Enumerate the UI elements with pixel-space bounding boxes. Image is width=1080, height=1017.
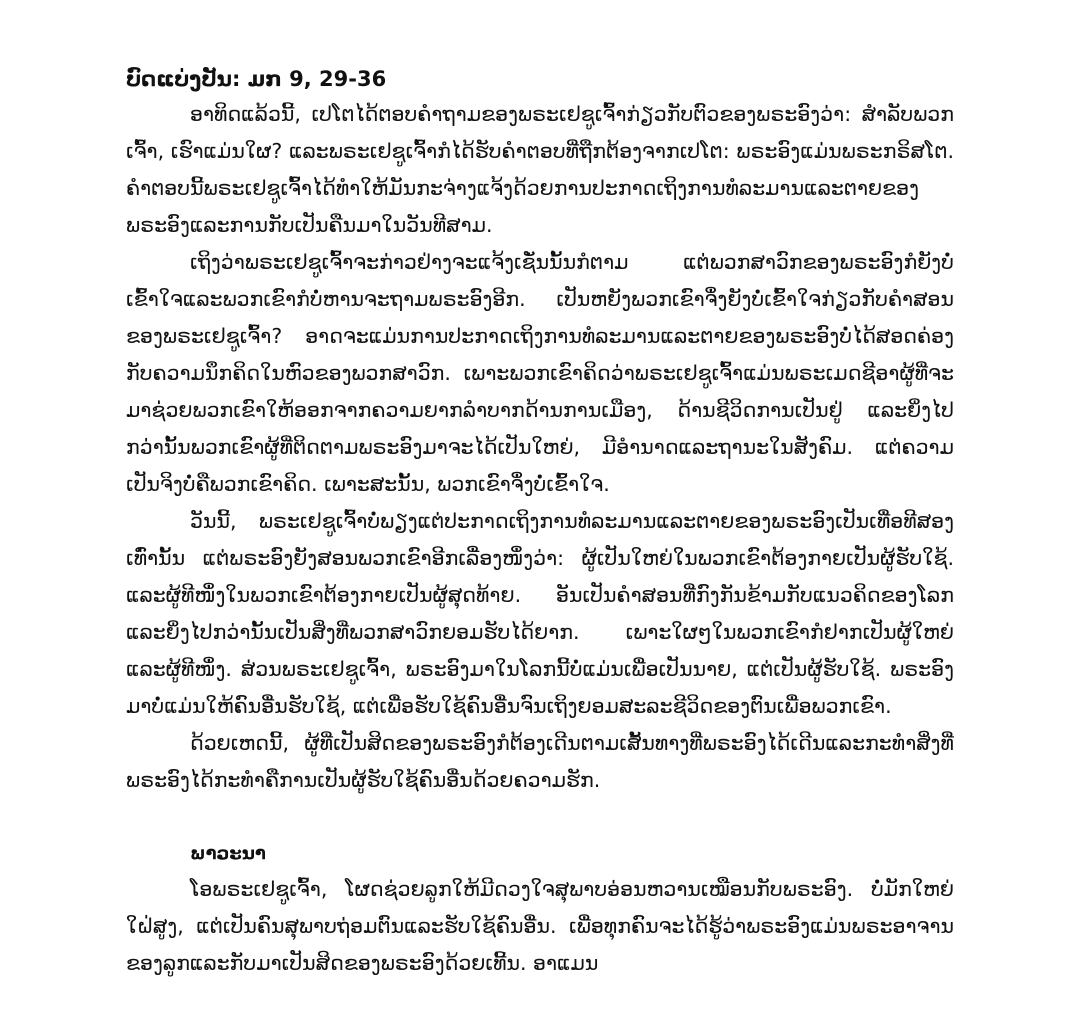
reflection-paragraph-1: ອາທິດແລ້ວນີ້, ເປໂຕໄດ້ຕອບຄຳຖາມຂອງພຣະເຢຊູເຈົ້າກ່ຽວກັບຕົວຂອງພຣະອົງວ່າ: ສຳລັບພວກເຈົ້າ, ເຮົາແມ່ນໃຜ? ແລະພຣະເຢຊູເຈົ້າກໍໄດ້ຮັບຄຳຕອບທີ່ຖືກຕ້ອງຈາກເປໂຕ: ພຣະອົງແມ່ນພຣະກຣິສໂຕ. ຄຳຕອບນີ້ພຣະເຢຊູເຈົ້າໄດ້ທຳໃຫ້ມັນກະຈ່າງແຈ້ງດ້ວຍການປະກາດເຖິງການທໍລະມານແລະຕາຍຂອງພຣະອົງແລະການກັບເປັນຄືນມາໃນວັນທີສາມ. (126, 102, 954, 237)
reflection-paragraph-2: ເຖິງວ່າພຣະເຢຊູເຈົ້າຈະກ່າວຢ່າງຈະແຈ້ງເຊັ່ນນັ້ນກໍຕາມ ແຕ່ພວກສາວົກຂອງພຣະອົງກໍຍັງບໍ່ເຂົ້າໃຈແລະພວກເຂົາກໍບໍ່ຫານຈະຖາມພຣະອົງອີກ. ເປັນຫຍັງພວກເຂົາຈຶ່ງຍັງບໍ່ເຂົ້າໃຈກ່ຽວກັບຄຳສອນຂອງພຣະເຢຊູເຈົ້າ? ອາດຈະແມ່ນການປະກາດເຖິງການທໍລະມານແລະຕາຍຂອງພຣະອົງບໍ່ໄດ້ສອດຄ່ອງກັບຄວາມນຶກຄິດໃນຫົວຂອງພວກສາວົກ. ເພາະພວກເຂົາຄິດວ່າພຣະເຢຊູເຈົ້າແມ່ນພຣະເມດຊີອາຜູ້ທີ່ຈະມາຊ່ວຍພວກເຂົາໃຫ້ອອກຈາກຄວາມຍາກລຳບາກດ້ານການເມືອງ, ດ້ານຊີວິດການເປັນຢູ່ ແລະຍິ່ງໄປກວ່ານັ້ນພວກເຂົາຜູ້ທີ່ຕິດຕາມພຣະອົງມາຈະໄດ້ເປັນໃຫຍ່, ມີອຳນາດແລະຖານະໃນສັງຄົມ. ແຕ່ຄວາມເປັນຈິງບໍ່ຄືພວກເຂົາຄິດ. ເພາະສະນັ້ນ, ພວກເຂົາຈຶ່ງບໍ່ເຂົ້າໃຈ. (126, 250, 954, 496)
prayer-title: ພາວະນາ (190, 843, 266, 864)
reflection-paragraph-4: ດ້ວຍເຫດນີ້, ຜູ້ທີ່ເປັນສິດຂອງພຣະອົງກໍຕ້ອງເດີນຕາມເສັ້ນທາງທີ່ພຣະອົງໄດ້ເດີນແລະກະທຳສິ່ງທີ່ພຣະອົງໄດ້ກະທຳຄືການເປັນຜູ້ຮັບໃຊ້ຄົນອື່ນດ້ວຍຄວາມຮັກ. (126, 731, 954, 792)
reflection-heading: ບົດແບ່ງປັນ: ມກ 9, 29-36 (126, 67, 387, 91)
prayer-text: ໂອພຣະເຢຊູເຈົ້າ, ໂຜດຊ່ວຍລູກໃຫ້ມີດວງໃຈສຸພາບອ່ອນຫວານເໝືອນກັບພຣະອົງ. ບໍ່ມັກໃຫຍ່ໃຝ່ສູງ, ແຕ່ເປັນຄົນສຸພາບຖ່ອມຕົນແລະຮັບໃຊ້ຄົນອື່ນ. ເພື່ອທຸກຄົນຈະໄດ້ຮູ້ວ່າພຣະອົງແມ່ນພຣະອາຈານຂອງລູກແລະກັບມາເປັນສິດຂອງພຣະອົງດ້ວຍເທີ້ນ. ອາແມນ (126, 877, 954, 975)
reflection-paragraph-3: ວັນນີ້, ພຣະເຢຊູເຈົ້າບໍ່ພຽງແຕ່ປະກາດເຖິງການທໍລະມານແລະຕາຍຂອງພຣະອົງເປັນເທື່ອທີສອງເທົ່ານັ້ນ ແຕ່ພຣະອົງຍັງສອນພວກເຂົາອີກເລື່ອງໜຶ່ງວ່າ: ຜູ້ເປັນໃຫຍ່ໃນພວກເຂົາຕ້ອງກາຍເປັນຜູ້ຮັບໃຊ້. ແລະຜູ້ທີໜຶ່ງໃນພວກເຂົາຕ້ອງກາຍເປັນຜູ້ສຸດທ້າຍ. ອັນເປັນຄຳສອນທີ່ກົງກັນຂ້າມກັບແນວຄິດຂອງໂລກແລະຍິ່ງໄປກວ່ານັ້ນເປັນສິ່ງທີ່ພວກສາວົກຍອມຮັບໄດ້ຍາກ. ເພາະໃຜໆໃນພວກເຂົາກໍຢາກເປັນຜູ້ໃຫຍ່ແລະຜູ້ທີໜຶ່ງ. ສ່ວນພຣະເຢຊູເຈົ້າ, ພຣະອົງມາໃນໂລກນີ້ບໍ່ແມ່ນເພື່ອເປັນນາຍ, ແຕ່ເປັນຜູ້ຮັບໃຊ້. ພຣະອົງມາບໍ່ແມ່ນໃຫ້ຄົນອື່ນຮັບໃຊ້, ແຕ່ເພື່ອຮັບໃຊ້ຄົນອື່ນຈົນເຖິງຍອມສະລະຊີວິດຂອງຕົນເພື່ອພວກເຂົາ. (126, 509, 954, 718)
document-page (126, 62, 954, 982)
prayer-section (126, 837, 954, 982)
